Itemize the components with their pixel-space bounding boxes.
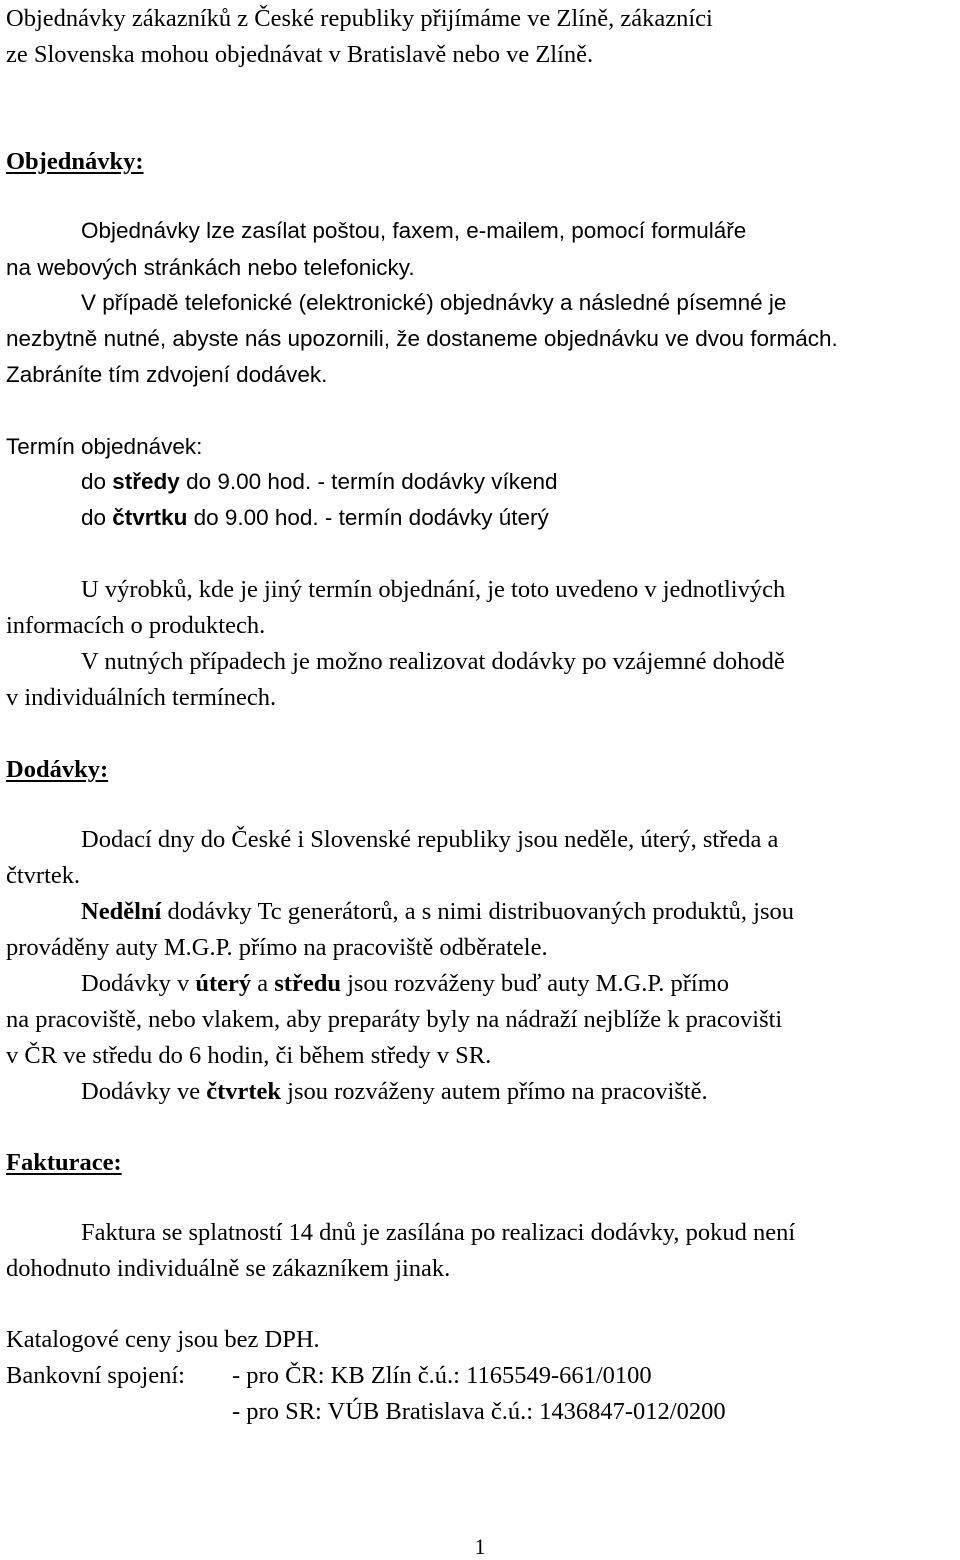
- orders-p2-line-1: V případě telefonické (elektronické) objednávky a následné písemné je: [81, 290, 787, 315]
- orders-p3-line-1: U výrobků, kde je jiný termín objednání, je toto uvedeno v jednotlivých: [81, 576, 786, 603]
- intro-line-2: ze Slovenska mohou objednávat v Bratislavě nebo ve Zlíně.: [6, 41, 594, 68]
- prices-note: Katalogové ceny jsou bez DPH.: [6, 1326, 320, 1353]
- invoicing-p1-line-1: Faktura se splatností 14 dnů je zasílána po realizaci dodávky, pokud není: [81, 1219, 796, 1246]
- section-heading-orders: Objednávky:: [6, 148, 144, 175]
- bank-account-sr: - pro SR: VÚB Bratislava č.ú.: 1436847-012/0200: [232, 1398, 726, 1425]
- intro-line-1: Objednávky zákazníků z České republiky přijímáme ve Zlíně, zákazníci: [6, 5, 713, 32]
- deliveries-p2-line-2: prováděny auty M.G.P. přímo na pracoviště odběratele.: [6, 934, 548, 961]
- bank-account-cz: - pro ČR: KB Zlín č.ú.: 1165549-661/0100: [232, 1362, 652, 1389]
- orders-p4-line-1: V nutných případech je možno realizovat dodávky po vzájemné dohodě: [81, 648, 785, 675]
- section-heading-invoicing: Fakturace:: [6, 1149, 122, 1176]
- orders-p1-line-1: Objednávky lze zasílat poštou, faxem, e-mailem, pomocí formuláře: [81, 218, 747, 243]
- deliveries-p1-line-1: Dodací dny do České i Slovenské republiky jsou neděle, úterý, středa a: [81, 826, 779, 853]
- order-deadline-label: Termín objednávek:: [6, 434, 203, 459]
- orders-p4-line-2: v individuálních termínech.: [6, 684, 277, 711]
- invoicing-p1-line-2: dohodnuto individuálně se zákazníkem jinak.: [6, 1255, 451, 1282]
- orders-p1-line-2: na webových stránkách nebo telefonicky.: [6, 255, 415, 280]
- orders-p2-line-3: Zabráníte tím zdvojení dodávek.: [6, 362, 328, 387]
- bank-label: Bankovní spojení:: [6, 1362, 185, 1389]
- deliveries-p1-line-2: čtvrtek.: [6, 862, 81, 889]
- section-heading-deliveries: Dodávky:: [6, 756, 109, 783]
- deliveries-p3-line-2: na pracoviště, nebo vlakem, aby preparáty byly na nádraží nejblíže k pracovišti: [6, 1006, 783, 1033]
- deliveries-p4-line-1: Dodávky ve čtvrtek jsou rozváženy autem přímo na pracoviště.: [81, 1078, 708, 1105]
- page-number: 1: [474, 1534, 486, 1559]
- order-deadline-wednesday: do středy do 9.00 hod. - termín dodávky víkend: [81, 469, 558, 494]
- orders-p2-line-2: nezbytně nutné, abyste nás upozornili, že dostaneme objednávku ve dvou formách.: [6, 326, 838, 351]
- deliveries-p2-line-1: Nedělní dodávky Tc generátorů, a s nimi distribuovaných produktů, jsou: [81, 898, 794, 925]
- deliveries-p3-line-3: v ČR ve středu do 6 hodin, či během středy v SR.: [6, 1042, 492, 1069]
- deliveries-p3-line-1: Dodávky v úterý a středu jsou rozváženy buď auty M.G.P. přímo: [81, 970, 730, 997]
- order-deadline-thursday: do čtvrtku do 9.00 hod. - termín dodávky úterý: [81, 505, 549, 530]
- orders-p3-line-2: informacích o produktech.: [6, 612, 266, 639]
